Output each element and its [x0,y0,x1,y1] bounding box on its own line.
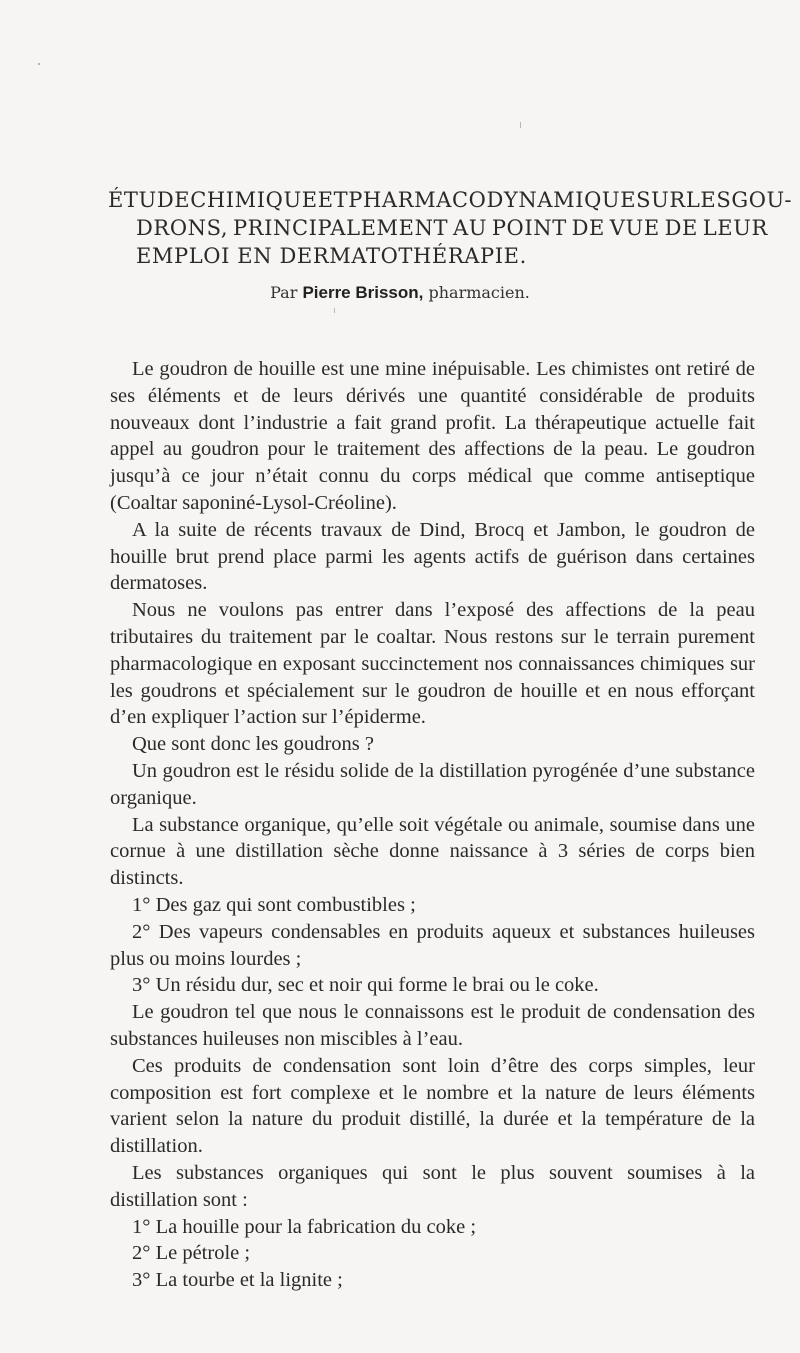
paragraph: Que sont donc les goudrons ? [132,733,374,756]
paragraph: Un goudron est le résidu solide de la distillation pyrogénée d’une substance organique. [110,759,755,809]
paragraph: Nous ne voulons pas entrer dans l’exposé des affections de la peau tributaires du traitement par le coaltar. Nous restons sur le terrain purement pharmacologique en exposant succinctement nos connaissances chimiques sur les goudrons et spécialement sur le goudron de houille et en nous efforçant d’en expliquer l’action sur l’épiderme. [110,599,755,729]
title-word: POINT [491,216,567,240]
paper-speck [334,308,335,313]
title-word: PRINCIPALEMENT [232,216,449,240]
list-item: 2° Des vapeurs condensables en produits aqueux et substances huileuses plus ou moins lourdes ; [110,920,755,970]
title-word: ÉTUDE [108,188,191,212]
title-word: DRONS, [136,216,229,240]
author-role: pharmacien. [428,283,530,302]
list-item: 2° Le pétrole ; [132,1242,251,1265]
article-title [108,186,793,270]
title-line-1 [108,186,793,214]
title-word: AU [452,216,488,240]
paragraph: Le goudron tel que nous le connaissons est le produit de condensation des substances huileuses non miscibles à l’eau. [110,1001,755,1050]
paragraph: A la suite de récents travaux de Dind, Brocq et Jambon, le goudron de houille brut prend place parmi les agents actifs de guérison dans certaines dermatoses. [110,518,755,595]
title-word: LEUR [702,216,768,240]
paper-speck [520,122,521,128]
list-item: 3° La tourbe et la lignite ; [132,1269,343,1292]
title-word: SUR [636,188,686,212]
title-word: DE [664,216,698,240]
byline-prefix: Par [270,283,298,302]
title-word: LES [685,188,732,212]
author-name: Pierre Brisson, [302,283,424,302]
paragraph: Ces produits de condensation sont loin d’être des corps simples, leur composition est fort complexe et le nombre et la nature de leurs éléments varient selon la nature du produit distillé, la durée et la température de la distillation. [110,1054,755,1158]
title-word: VUE [609,216,660,240]
article-body [110,356,755,1294]
list-item: 1° La houille pour la fabrication du coke ; [132,1215,477,1238]
paragraph: La substance organique, qu’elle soit végétale ou animale, soumise dans une cornue à une distillation sèche donne naissance à 3 séries de corps bien distincts. [110,813,755,890]
title-word: CHIMIQUE [190,188,318,212]
title-word: GOU- [731,188,793,212]
paragraph: Le goudron de houille est une mine inépuisable. Les chimistes ont retiré de ses éléments et de leurs dérivés une quantité considérable de produits nouveaux dont l’industrie a fait grand profit. La thérapeutique actuelle fait appel au goudron pour le traitement des affections de la peau. Le goudron jusqu’à ce jour n’était connu du corps médical que comme antiseptique (Coaltar saponiné-Lysol-Créoline). [110,358,755,514]
byline [0,283,800,303]
list-item: 1° Des gaz qui sont combustibles ; [132,893,416,916]
title-line-3: EMPLOI EN DERMATOTHÉRAPIE. [136,244,527,268]
list-item: 3° Un résidu dur, sec et noir qui forme le brai ou le coke. [132,974,599,997]
paragraph: Les substances organiques qui sont le plus souvent soumises à la distillation sont : [110,1161,755,1211]
paper-speck [38,63,40,65]
title-word: DE [571,216,605,240]
title-word: PHARMACODYNAMIQUE [348,188,637,212]
title-line-2 [108,214,768,242]
title-word: ET [317,188,349,212]
